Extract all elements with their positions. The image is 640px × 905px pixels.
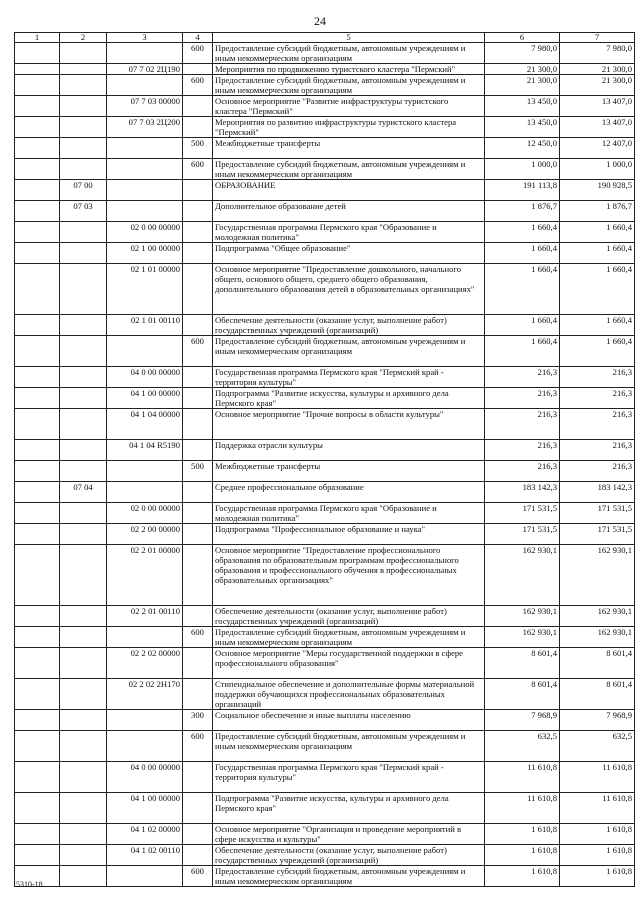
cell-amount-plan: 162 930,1 — [485, 627, 560, 648]
cell-section-empty — [15, 710, 60, 731]
cell-expense-type — [183, 243, 213, 264]
cell-target-code — [107, 159, 183, 180]
cell-amount-plan: 8 601,4 — [485, 648, 560, 679]
cell-description: Социальное обеспечение и иные выплаты населению — [213, 710, 485, 731]
cell-section-code — [60, 824, 107, 845]
cell-target-code: 04 1 00 00000 — [107, 388, 183, 409]
cell-target-code: 02 2 00 00000 — [107, 524, 183, 545]
cell-section-code — [60, 503, 107, 524]
cell-section-empty — [15, 336, 60, 367]
cell-description: Обеспечение деятельности (оказание услуг, выполнение работ) государственных учреждений (организаций) — [213, 315, 485, 336]
table-header-row — [15, 33, 635, 43]
cell-amount-plan: 171 531,5 — [485, 524, 560, 545]
cell-target-code: 07 7 03 2Ц200 — [107, 117, 183, 138]
cell-amount-plan: 1 660,4 — [485, 243, 560, 264]
table-row — [15, 440, 635, 461]
cell-description: Дополнительное образование детей — [213, 201, 485, 222]
cell-description: Мероприятия по продвижению туристского кластера "Пермский" — [213, 64, 485, 75]
cell-section-empty — [15, 243, 60, 264]
cell-expense-type: 600 — [183, 159, 213, 180]
cell-section-empty — [15, 138, 60, 159]
cell-section-code — [60, 710, 107, 731]
cell-amount-approved: 1 000,0 — [560, 159, 635, 180]
cell-amount-plan: 1 660,4 — [485, 315, 560, 336]
cell-target-code — [107, 482, 183, 503]
cell-target-code — [107, 731, 183, 762]
cell-description: Предоставление субсидий бюджетным, автономным учреждениям и иным некоммерческим организациям — [213, 866, 485, 887]
cell-amount-plan: 1 660,4 — [485, 336, 560, 367]
cell-target-code: 04 1 04 00000 — [107, 409, 183, 440]
cell-description: Обеспечение деятельности (оказание услуг, выполнение работ) государственных учреждений (организаций) — [213, 606, 485, 627]
cell-amount-plan: 12 450,0 — [485, 138, 560, 159]
table-row — [15, 793, 635, 824]
cell-expense-type — [183, 367, 213, 388]
cell-section-empty — [15, 503, 60, 524]
table-row — [15, 222, 635, 243]
cell-amount-plan: 183 142,3 — [485, 482, 560, 503]
cell-target-code — [107, 710, 183, 731]
cell-target-code — [107, 627, 183, 648]
cell-description: Предоставление субсидий бюджетным, автономным учреждениям и иным некоммерческим организациям — [213, 75, 485, 96]
cell-amount-approved: 8 601,4 — [560, 648, 635, 679]
header-col-4: 4 — [183, 33, 213, 43]
cell-target-code: 02 2 02 2Н170 — [107, 679, 183, 710]
page-number: 24 — [314, 14, 326, 28]
cell-amount-plan: 162 930,1 — [485, 606, 560, 627]
cell-target-code: 02 0 00 00000 — [107, 222, 183, 243]
cell-expense-type — [183, 117, 213, 138]
cell-section-code: 07 00 — [60, 180, 107, 201]
cell-amount-plan: 1 660,4 — [485, 264, 560, 315]
cell-amount-approved: 1 610,8 — [560, 824, 635, 845]
cell-expense-type: 600 — [183, 731, 213, 762]
cell-amount-approved: 13 407,0 — [560, 96, 635, 117]
cell-description: ОБРАЗОВАНИЕ — [213, 180, 485, 201]
cell-description: Государственная программа Пермского края "Пермский край - территория культуры" — [213, 762, 485, 793]
cell-expense-type: 500 — [183, 461, 213, 482]
cell-section-empty — [15, 75, 60, 96]
cell-amount-approved: 216,3 — [560, 367, 635, 388]
cell-amount-plan: 191 113,8 — [485, 180, 560, 201]
cell-amount-plan: 11 610,8 — [485, 762, 560, 793]
cell-expense-type — [183, 64, 213, 75]
table-row — [15, 866, 635, 887]
cell-description: Основное мероприятие "Организация и проведение мероприятий в сфере искусства и культуры" — [213, 824, 485, 845]
cell-amount-plan: 216,3 — [485, 367, 560, 388]
cell-section-code — [60, 243, 107, 264]
cell-target-code — [107, 180, 183, 201]
table-row — [15, 201, 635, 222]
cell-description: Среднее профессиональное образование — [213, 482, 485, 503]
table-row — [15, 679, 635, 710]
cell-target-code: 02 1 01 00110 — [107, 315, 183, 336]
cell-amount-approved: 1 610,8 — [560, 866, 635, 887]
cell-expense-type — [183, 388, 213, 409]
cell-amount-approved: 216,3 — [560, 440, 635, 461]
cell-section-empty — [15, 388, 60, 409]
cell-section-code — [60, 43, 107, 64]
cell-expense-type — [183, 824, 213, 845]
cell-expense-type — [183, 793, 213, 824]
cell-target-code: 02 2 01 00000 — [107, 545, 183, 606]
cell-section-code — [60, 627, 107, 648]
cell-section-code — [60, 117, 107, 138]
cell-amount-approved: 1 660,4 — [560, 222, 635, 243]
cell-description: Стипендиальное обеспечение и дополнительные формы материальной поддержки обучающихся профессиональных образовательных организаций — [213, 679, 485, 710]
cell-expense-type — [183, 524, 213, 545]
cell-section-code — [60, 845, 107, 866]
cell-section-empty — [15, 315, 60, 336]
cell-amount-approved: 183 142,3 — [560, 482, 635, 503]
table-row — [15, 461, 635, 482]
cell-description: Поддержка отрасли культуры — [213, 440, 485, 461]
cell-target-code — [107, 75, 183, 96]
cell-description: Основное мероприятие "Меры государственной поддержки в сфере профессионального образования" — [213, 648, 485, 679]
cell-section-empty — [15, 762, 60, 793]
table-row — [15, 710, 635, 731]
cell-amount-plan: 1 660,4 — [485, 222, 560, 243]
cell-section-empty — [15, 159, 60, 180]
cell-amount-approved: 21 300,0 — [560, 75, 635, 96]
cell-amount-plan: 216,3 — [485, 409, 560, 440]
cell-section-code: 07 04 — [60, 482, 107, 503]
cell-description: Предоставление субсидий бюджетным, автономным учреждениям и иным некоммерческим организациям — [213, 627, 485, 648]
cell-amount-plan: 7 968,9 — [485, 710, 560, 731]
cell-section-code — [60, 336, 107, 367]
table-row — [15, 648, 635, 679]
table-row — [15, 180, 635, 201]
table-row — [15, 606, 635, 627]
table-row — [15, 409, 635, 440]
cell-expense-type: 600 — [183, 866, 213, 887]
cell-section-code — [60, 524, 107, 545]
table-row — [15, 367, 635, 388]
cell-section-empty — [15, 264, 60, 315]
cell-section-empty — [15, 367, 60, 388]
cell-amount-plan: 8 601,4 — [485, 679, 560, 710]
table-row — [15, 64, 635, 75]
cell-section-code — [60, 866, 107, 887]
cell-expense-type — [183, 440, 213, 461]
cell-expense-type — [183, 648, 213, 679]
cell-description: Основное мероприятие "Развитие инфраструктуры туристского кластера "Пермский" — [213, 96, 485, 117]
cell-description: Предоставление субсидий бюджетным, автономным учреждениям и иным некоммерческим организациям — [213, 159, 485, 180]
table-row — [15, 96, 635, 117]
cell-expense-type — [183, 482, 213, 503]
cell-expense-type: 600 — [183, 75, 213, 96]
cell-section-empty — [15, 824, 60, 845]
cell-description: Государственная программа Пермского края "Пермский край - территория культуры" — [213, 367, 485, 388]
table-row — [15, 388, 635, 409]
cell-amount-plan: 171 531,5 — [485, 503, 560, 524]
cell-section-code — [60, 409, 107, 440]
cell-section-code — [60, 64, 107, 75]
cell-section-empty — [15, 627, 60, 648]
cell-amount-plan: 1 876,7 — [485, 201, 560, 222]
table-row — [15, 315, 635, 336]
cell-target-code: 07 7 03 00000 — [107, 96, 183, 117]
cell-expense-type — [183, 315, 213, 336]
cell-expense-type: 500 — [183, 138, 213, 159]
table-row — [15, 545, 635, 606]
cell-expense-type — [183, 96, 213, 117]
document-code: 5310-18 — [16, 880, 43, 889]
table-row — [15, 138, 635, 159]
cell-amount-plan: 632,5 — [485, 731, 560, 762]
cell-expense-type — [183, 679, 213, 710]
table-row — [15, 845, 635, 866]
cell-amount-approved: 7 968,9 — [560, 710, 635, 731]
table-row — [15, 824, 635, 845]
cell-section-empty — [15, 679, 60, 710]
cell-amount-plan: 1 000,0 — [485, 159, 560, 180]
cell-target-code — [107, 336, 183, 367]
header-col-1: 1 — [15, 33, 60, 43]
cell-section-code — [60, 606, 107, 627]
cell-amount-plan: 11 610,8 — [485, 793, 560, 824]
cell-section-empty — [15, 409, 60, 440]
table-row — [15, 43, 635, 64]
cell-section-empty — [15, 606, 60, 627]
cell-description: Предоставление субсидий бюджетным, автономным учреждениям и иным некоммерческим организациям — [213, 731, 485, 762]
cell-expense-type — [183, 762, 213, 793]
cell-amount-approved: 632,5 — [560, 731, 635, 762]
cell-amount-approved: 171 531,5 — [560, 503, 635, 524]
cell-amount-approved: 1 876,7 — [560, 201, 635, 222]
cell-section-code — [60, 440, 107, 461]
cell-expense-type: 300 — [183, 710, 213, 731]
cell-amount-plan: 13 450,0 — [485, 117, 560, 138]
cell-amount-approved: 21 300,0 — [560, 64, 635, 75]
budget-table — [14, 32, 635, 887]
table-row — [15, 762, 635, 793]
cell-amount-approved: 11 610,8 — [560, 762, 635, 793]
cell-expense-type — [183, 606, 213, 627]
cell-section-empty — [15, 545, 60, 606]
cell-amount-plan: 216,3 — [485, 461, 560, 482]
table-row — [15, 243, 635, 264]
cell-description: Основное мероприятие "Предоставление профессионального образования по образовательным программам профессионального образования и профессионального обучения в профессиональных образовательных организациях" — [213, 545, 485, 606]
cell-target-code: 04 1 02 00110 — [107, 845, 183, 866]
table-row — [15, 336, 635, 367]
cell-section-empty — [15, 43, 60, 64]
table-row — [15, 264, 635, 315]
cell-section-empty — [15, 482, 60, 503]
header-col-7: 7 — [560, 33, 635, 43]
cell-expense-type: 600 — [183, 627, 213, 648]
cell-amount-approved: 1 660,4 — [560, 243, 635, 264]
cell-amount-approved: 11 610,8 — [560, 793, 635, 824]
cell-target-code: 04 1 00 00000 — [107, 793, 183, 824]
cell-description: Мероприятия по развитию инфраструктуры туристского кластера "Пермский" — [213, 117, 485, 138]
header-col-3: 3 — [107, 33, 183, 43]
cell-expense-type: 600 — [183, 336, 213, 367]
cell-description: Основное мероприятие "Прочие вопросы в области культуры" — [213, 409, 485, 440]
cell-amount-approved: 190 928,5 — [560, 180, 635, 201]
cell-amount-approved: 12 407,0 — [560, 138, 635, 159]
cell-description: Подпрограмма "Общее образование" — [213, 243, 485, 264]
cell-target-code: 02 0 00 00000 — [107, 503, 183, 524]
cell-amount-plan: 162 930,1 — [485, 545, 560, 606]
cell-target-code — [107, 866, 183, 887]
cell-amount-approved: 162 930,1 — [560, 627, 635, 648]
cell-amount-plan: 1 610,8 — [485, 824, 560, 845]
cell-amount-plan: 1 610,8 — [485, 866, 560, 887]
cell-amount-plan: 216,3 — [485, 440, 560, 461]
cell-section-code — [60, 264, 107, 315]
cell-section-empty — [15, 201, 60, 222]
cell-target-code: 07 7 02 2Ц190 — [107, 64, 183, 75]
cell-expense-type — [183, 180, 213, 201]
cell-amount-plan: 21 300,0 — [485, 64, 560, 75]
cell-section-code — [60, 222, 107, 243]
cell-section-code — [60, 545, 107, 606]
cell-section-code — [60, 75, 107, 96]
cell-section-code — [60, 159, 107, 180]
cell-section-empty — [15, 96, 60, 117]
cell-amount-approved: 1 660,4 — [560, 315, 635, 336]
cell-section-code — [60, 731, 107, 762]
cell-section-empty — [15, 180, 60, 201]
cell-expense-type — [183, 264, 213, 315]
table-row — [15, 117, 635, 138]
cell-description: Подпрограмма "Развитие искусства, культуры и архивного дела Пермского края" — [213, 388, 485, 409]
cell-amount-plan: 13 450,0 — [485, 96, 560, 117]
cell-section-code — [60, 648, 107, 679]
cell-target-code: 04 1 04 R5190 — [107, 440, 183, 461]
cell-description: Государственная программа Пермского края "Образование и молодежная политика" — [213, 222, 485, 243]
cell-target-code: 02 2 01 00110 — [107, 606, 183, 627]
cell-amount-approved: 8 601,4 — [560, 679, 635, 710]
cell-description: Межбюджетные трансферты — [213, 138, 485, 159]
cell-amount-approved: 171 531,5 — [560, 524, 635, 545]
cell-expense-type: 600 — [183, 43, 213, 64]
cell-amount-approved: 216,3 — [560, 461, 635, 482]
cell-description: Основное мероприятие "Предоставление дошкольного, начального общего, основного общего, среднего общего образования, дополнительного образования детей в образовательных организациях" — [213, 264, 485, 315]
cell-amount-approved: 1 610,8 — [560, 845, 635, 866]
table-row — [15, 627, 635, 648]
cell-description: Подпрограмма "Профессиональное образование и наука" — [213, 524, 485, 545]
cell-amount-approved: 216,3 — [560, 388, 635, 409]
cell-expense-type — [183, 222, 213, 243]
cell-section-code — [60, 388, 107, 409]
cell-target-code: 04 0 00 00000 — [107, 762, 183, 793]
cell-section-code — [60, 793, 107, 824]
cell-description: Межбюджетные трансферты — [213, 461, 485, 482]
cell-expense-type — [183, 409, 213, 440]
cell-target-code — [107, 201, 183, 222]
cell-amount-plan: 1 610,8 — [485, 845, 560, 866]
cell-target-code: 02 1 00 00000 — [107, 243, 183, 264]
cell-amount-approved: 1 660,4 — [560, 336, 635, 367]
cell-expense-type — [183, 845, 213, 866]
cell-expense-type — [183, 201, 213, 222]
cell-section-empty — [15, 461, 60, 482]
cell-description: Государственная программа Пермского края "Образование и молодежная политика" — [213, 503, 485, 524]
cell-target-code: 02 2 02 00000 — [107, 648, 183, 679]
cell-amount-approved: 7 980,0 — [560, 43, 635, 64]
table-row — [15, 731, 635, 762]
cell-target-code — [107, 138, 183, 159]
cell-target-code: 02 1 01 00000 — [107, 264, 183, 315]
cell-expense-type — [183, 503, 213, 524]
cell-target-code: 04 0 00 00000 — [107, 367, 183, 388]
cell-amount-approved: 1 660,4 — [560, 264, 635, 315]
table-row — [15, 75, 635, 96]
cell-section-empty — [15, 845, 60, 866]
table-row — [15, 159, 635, 180]
cell-section-code — [60, 679, 107, 710]
cell-section-empty — [15, 222, 60, 243]
table-row — [15, 524, 635, 545]
cell-section-empty — [15, 440, 60, 461]
cell-description: Подпрограмма "Развитие искусства, культуры и архивного дела Пермского края" — [213, 793, 485, 824]
cell-section-empty — [15, 117, 60, 138]
table-row — [15, 503, 635, 524]
cell-description: Предоставление субсидий бюджетным, автономным учреждениям и иным некоммерческим организациям — [213, 43, 485, 64]
cell-section-code: 07 03 — [60, 201, 107, 222]
header-col-6: 6 — [485, 33, 560, 43]
cell-section-empty — [15, 793, 60, 824]
cell-target-code: 04 1 02 00000 — [107, 824, 183, 845]
cell-expense-type — [183, 545, 213, 606]
table-row — [15, 482, 635, 503]
cell-amount-approved: 162 930,1 — [560, 545, 635, 606]
cell-target-code — [107, 43, 183, 64]
cell-description: Обеспечение деятельности (оказание услуг, выполнение работ) государственных учреждений (организаций) — [213, 845, 485, 866]
cell-description: Предоставление субсидий бюджетным, автономным учреждениям и иным некоммерческим организациям — [213, 336, 485, 367]
cell-amount-approved: 162 930,1 — [560, 606, 635, 627]
cell-section-empty — [15, 64, 60, 75]
cell-section-empty — [15, 648, 60, 679]
header-col-5: 5 — [213, 33, 485, 43]
cell-section-empty — [15, 731, 60, 762]
cell-amount-plan: 216,3 — [485, 388, 560, 409]
header-col-2: 2 — [60, 33, 107, 43]
cell-section-code — [60, 138, 107, 159]
cell-amount-approved: 216,3 — [560, 409, 635, 440]
cell-section-code — [60, 762, 107, 793]
cell-section-code — [60, 96, 107, 117]
cell-section-code — [60, 461, 107, 482]
cell-section-code — [60, 367, 107, 388]
cell-section-code — [60, 315, 107, 336]
cell-section-empty — [15, 524, 60, 545]
cell-target-code — [107, 461, 183, 482]
cell-amount-plan: 7 980,0 — [485, 43, 560, 64]
cell-amount-plan: 21 300,0 — [485, 75, 560, 96]
cell-amount-approved: 13 407,0 — [560, 117, 635, 138]
